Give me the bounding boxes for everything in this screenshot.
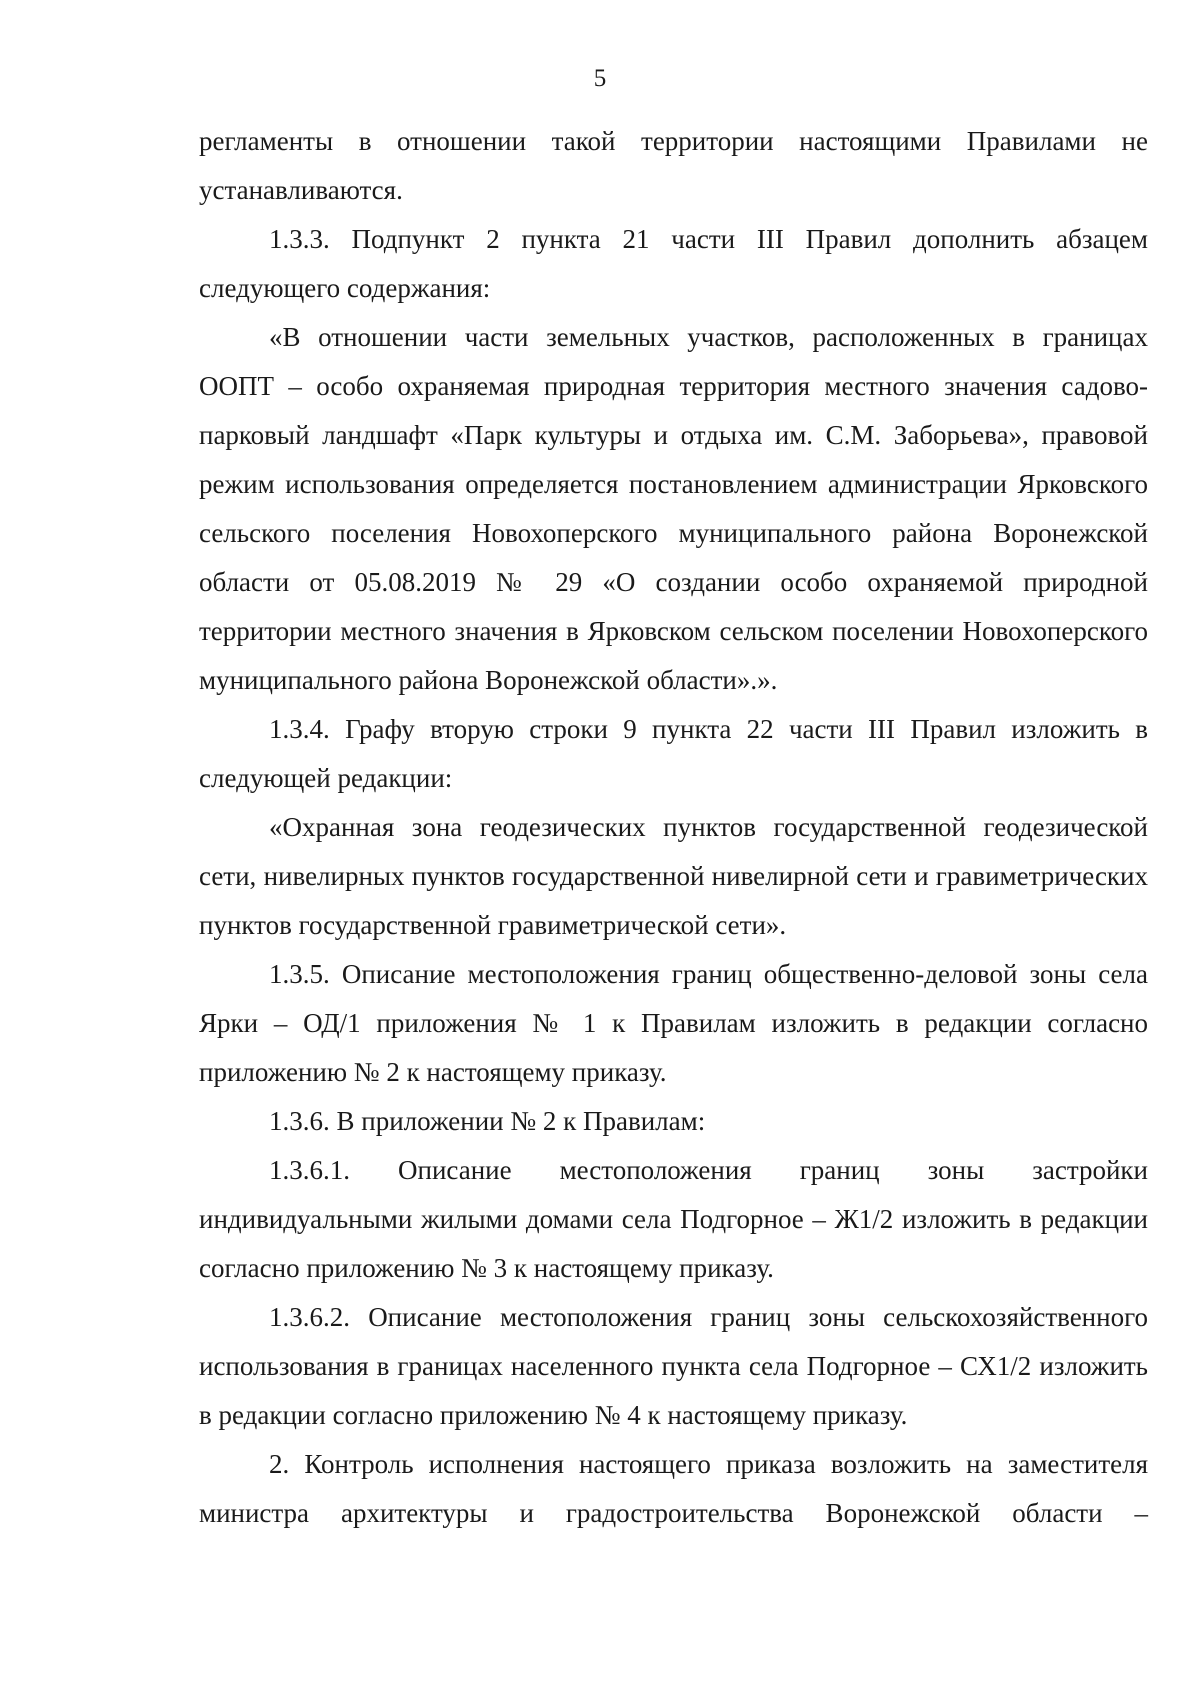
paragraph-1-3-6-2: 1.3.6.2. Описание местоположения границ зоны сельскохозяйственного использования в границах населенного пункта села Подгорное – СХ1/2 изложить в редакции согласно приложению № 4 к настоящему приказу. xyxy=(199,1302,1148,1430)
paragraph-quote-geodetic: «Охранная зона геодезических пунктов государственной геодезической сети, нивелирных пунктов государственной нивелирной сети и гравиметрических пунктов государственной гравиметрической сети». xyxy=(199,812,1148,940)
paragraph-1-3-6-1: 1.3.6.1. Описание местоположения границ зоны застройки индивидуальными жилыми домами села Подгорное – Ж1/2 изложить в редакции согласно приложению № 3 к настоящему приказу. xyxy=(199,1155,1148,1283)
paragraph-continuation: регламенты в отношении такой территории настоящими Правилами не устанавливаются. xyxy=(199,126,1148,205)
paragraph-1-3-5: 1.3.5. Описание местоположения границ общественно-деловой зоны села Ярки – ОД/1 приложения № 1 к Правилам изложить в редакции согласно приложению № 2 к настоящему приказу. xyxy=(199,959,1148,1087)
paragraph-1-3-4: 1.3.4. Графу вторую строки 9 пункта 22 части III Правил изложить в следующей редакции: xyxy=(199,714,1148,793)
paragraph-1-3-6: 1.3.6. В приложении № 2 к Правилам: xyxy=(269,1106,706,1136)
document-body xyxy=(199,117,1148,1538)
paragraph-2-control: 2. Контроль исполнения настоящего приказа возложить на заместителя министра архитектуры и градостроительства Воронежской области – xyxy=(199,1449,1148,1528)
paragraph-quote-oopt: «В отношении части земельных участков, расположенных в границах ООПТ – особо охраняемая природная территория местного значения садово-парковый ландшафт «Парк культуры и отдыха им. С.М. Заборьева», правовой режим использования определяется постановлением администрации Ярковского сельского поселения Новохоперского муниципального района Воронежской области от 05.08.2019 № 29 «О создании особо охраняемой природной территории местного значения в Ярковском сельском поселении Новохоперского муниципального района Воронежской области».». xyxy=(199,322,1148,695)
paragraph-1-3-3: 1.3.3. Подпункт 2 пункта 21 части III Правил дополнить абзацем следующего содержания: xyxy=(199,224,1148,303)
page-number: 5 xyxy=(593,65,607,92)
